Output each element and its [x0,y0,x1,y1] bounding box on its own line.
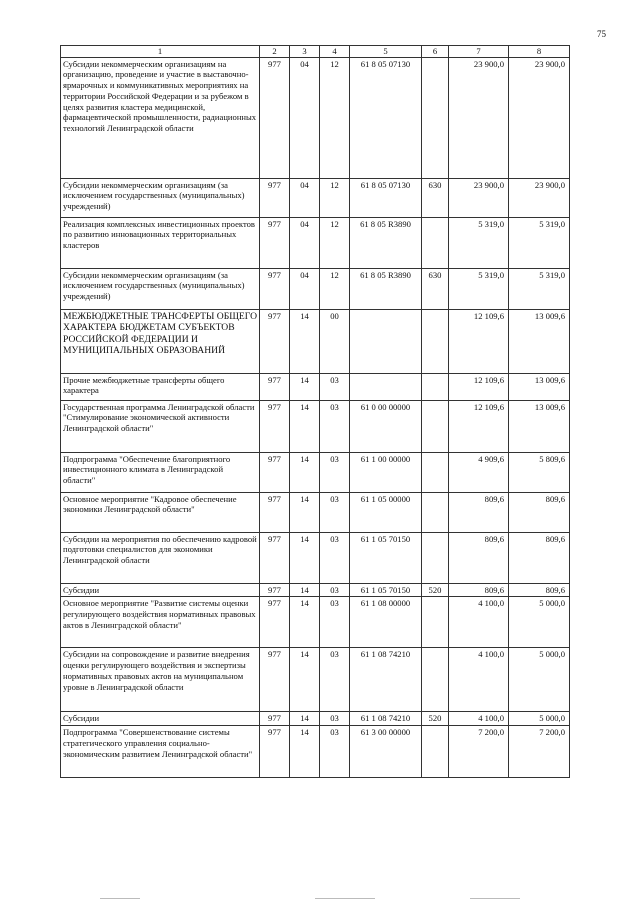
cell-section: 14 [290,309,320,373]
cell-code: 977 [260,268,290,309]
row-name: Основное мероприятие "Развитие системы оценки регулирующего воздействия нормативных правовых актов в Ленинградской области" [61,597,260,648]
cell-amount-1: 5 319,0 [449,217,509,268]
cell-code: 977 [260,57,290,178]
cell-amount-2: 5 809,6 [509,452,570,492]
cell-code: 977 [260,712,290,726]
cell-code: 977 [260,532,290,583]
row-name: Прочие межбюджетные трансферты общего характера [61,373,260,400]
cell-target-article: 61 1 08 74210 [350,712,422,726]
cell-amount-2: 5 319,0 [509,268,570,309]
cell-code: 977 [260,597,290,648]
cell-amount-2: 809,6 [509,583,570,597]
cell-section: 14 [290,400,320,452]
cell-amount-1: 4 100,0 [449,712,509,726]
cell-subsection: 03 [320,373,350,400]
cell-section: 14 [290,726,320,778]
cell-code: 977 [260,178,290,217]
cell-expense-type [422,597,449,648]
cell-amount-2: 23 900,0 [509,57,570,178]
cell-amount-2: 5 000,0 [509,712,570,726]
cell-amount-2: 13 009,6 [509,373,570,400]
cell-target-article: 61 8 05 R3890 [350,268,422,309]
cell-amount-2: 13 009,6 [509,400,570,452]
cell-amount-1: 23 900,0 [449,57,509,178]
table-row [61,726,570,778]
cell-amount-1: 809,6 [449,532,509,583]
cell-amount-1: 4 100,0 [449,597,509,648]
cell-amount-1: 12 109,6 [449,309,509,373]
cell-code: 977 [260,726,290,778]
cell-expense-type [422,400,449,452]
cell-target-article: 61 8 05 R3890 [350,217,422,268]
table-row [61,532,570,583]
cell-expense-type: 630 [422,268,449,309]
cell-amount-2: 5 000,0 [509,597,570,648]
cell-code: 977 [260,373,290,400]
cell-expense-type [422,57,449,178]
table-row [61,597,570,648]
cell-target-article [350,373,422,400]
cell-target-article: 61 1 08 00000 [350,597,422,648]
cell-expense-type [422,217,449,268]
cell-section: 14 [290,373,320,400]
cell-amount-1: 23 900,0 [449,178,509,217]
column-header: 6 [422,46,449,58]
cell-subsection: 12 [320,178,350,217]
cell-section: 04 [290,217,320,268]
row-name: Подпрограмма "Обеспечение благоприятного инвестиционного климата в Ленинградской области" [61,452,260,492]
cell-target-article: 61 8 05 07130 [350,57,422,178]
cell-code: 977 [260,452,290,492]
cell-section: 14 [290,452,320,492]
row-name: Государственная программа Ленинградской области "Стимулирование экономической активности Ленинградской области" [61,400,260,452]
cell-amount-1: 12 109,6 [449,400,509,452]
cell-amount-1: 4 100,0 [449,648,509,712]
cell-section: 14 [290,648,320,712]
cell-amount-2: 809,6 [509,532,570,583]
table-row [61,583,570,597]
cell-amount-2: 23 900,0 [509,178,570,217]
cell-expense-type: 520 [422,712,449,726]
scan-edge-mark [100,898,140,899]
column-header: 1 [61,46,260,58]
cell-amount-2: 5 000,0 [509,648,570,712]
cell-expense-type [422,726,449,778]
cell-amount-2: 5 319,0 [509,217,570,268]
cell-subsection: 03 [320,648,350,712]
table-row [61,373,570,400]
cell-expense-type: 520 [422,583,449,597]
cell-subsection: 00 [320,309,350,373]
row-name: Субсидии на сопровождение и развитие внедрения оценки регулирующего воздействия и экспертизы нормативных правовых актов на муниципальном уровне в Ленинградской области [61,648,260,712]
cell-section: 04 [290,57,320,178]
cell-target-article: 61 1 00 00000 [350,452,422,492]
row-name: Субсидии [61,712,260,726]
cell-amount-1: 4 909,6 [449,452,509,492]
cell-expense-type [422,452,449,492]
cell-expense-type [422,532,449,583]
cell-amount-1: 12 109,6 [449,373,509,400]
cell-subsection: 03 [320,492,350,532]
column-header: 7 [449,46,509,58]
cell-code: 977 [260,309,290,373]
table-row [61,452,570,492]
table-row [61,57,570,178]
cell-subsection: 03 [320,452,350,492]
cell-section: 14 [290,532,320,583]
cell-subsection: 03 [320,726,350,778]
cell-subsection: 03 [320,532,350,583]
cell-expense-type [422,648,449,712]
cell-code: 977 [260,648,290,712]
cell-target-article: 61 8 05 07130 [350,178,422,217]
column-header: 5 [350,46,422,58]
cell-amount-1: 7 200,0 [449,726,509,778]
cell-expense-type [422,373,449,400]
cell-subsection: 12 [320,57,350,178]
scan-edge-mark [470,898,520,899]
cell-amount-2: 809,6 [509,492,570,532]
column-header: 4 [320,46,350,58]
row-name: Основное мероприятие "Кадровое обеспечение экономики Ленинградской области" [61,492,260,532]
row-name: Субсидии некоммерческим организациям (за исключением государственных (муниципальных) учреждений) [61,268,260,309]
cell-subsection: 12 [320,268,350,309]
cell-subsection: 03 [320,712,350,726]
cell-target-article: 61 1 05 70150 [350,532,422,583]
cell-amount-1: 809,6 [449,492,509,532]
cell-amount-2: 13 009,6 [509,309,570,373]
table-row [61,492,570,532]
cell-target-article: 61 1 08 74210 [350,648,422,712]
cell-amount-2: 7 200,0 [509,726,570,778]
cell-subsection: 03 [320,583,350,597]
cell-target-article: 61 0 00 00000 [350,400,422,452]
table-row [61,268,570,309]
cell-code: 977 [260,400,290,452]
cell-amount-1: 5 319,0 [449,268,509,309]
cell-section: 14 [290,712,320,726]
cell-expense-type: 630 [422,178,449,217]
page-number: 75 [597,29,606,39]
row-name: Субсидии некоммерческим организациям (за исключением государственных (муниципальных) учреждений) [61,178,260,217]
cell-target-article: 61 3 00 00000 [350,726,422,778]
cell-target-article [350,309,422,373]
table-row [61,217,570,268]
cell-subsection: 12 [320,217,350,268]
cell-code: 977 [260,583,290,597]
table-row [61,178,570,217]
cell-section: 04 [290,268,320,309]
row-name: МЕЖБЮДЖЕТНЫЕ ТРАНСФЕРТЫ ОБЩЕГО ХАРАКТЕРА БЮДЖЕТАМ СУБЪЕКТОВ РОССИЙСКОЙ ФЕДЕРАЦИИ И МУНИЦИПАЛЬНЫХ ОБРАЗОВАНИЙ [61,309,260,373]
cell-expense-type [422,492,449,532]
cell-code: 977 [260,217,290,268]
cell-target-article: 61 1 05 70150 [350,583,422,597]
table-header-row [61,46,570,58]
cell-section: 14 [290,597,320,648]
cell-subsection: 03 [320,597,350,648]
scan-edge-mark [315,898,375,899]
cell-section: 04 [290,178,320,217]
column-header: 2 [260,46,290,58]
cell-section: 14 [290,583,320,597]
table-row [61,309,570,373]
budget-table [60,45,570,778]
cell-code: 977 [260,492,290,532]
column-header: 8 [509,46,570,58]
column-header: 3 [290,46,320,58]
row-name: Субсидии [61,583,260,597]
table-row [61,400,570,452]
table-row [61,712,570,726]
cell-subsection: 03 [320,400,350,452]
row-name: Реализация комплексных инвестиционных проектов по развитию инновационных территориальных кластеров [61,217,260,268]
row-name: Подпрограмма "Совершенствование системы стратегического управления социально-экономическим развитием Ленинградской области" [61,726,260,778]
row-name: Субсидии некоммерческим организациям на организацию, проведение и участие в выставочно-ярмарочных и коммуникативных мероприятиях на территории Российской Федерации и за рубежом в целях развития кластера медицинской, фармацевтической промышленности, радиационных технологий Ленинградской области [61,57,260,178]
row-name: Субсидии на мероприятия по обеспечению кадровой подготовки специалистов для экономики Ленинградской области [61,532,260,583]
cell-expense-type [422,309,449,373]
cell-amount-1: 809,6 [449,583,509,597]
cell-section: 14 [290,492,320,532]
table-row [61,648,570,712]
cell-target-article: 61 1 05 00000 [350,492,422,532]
